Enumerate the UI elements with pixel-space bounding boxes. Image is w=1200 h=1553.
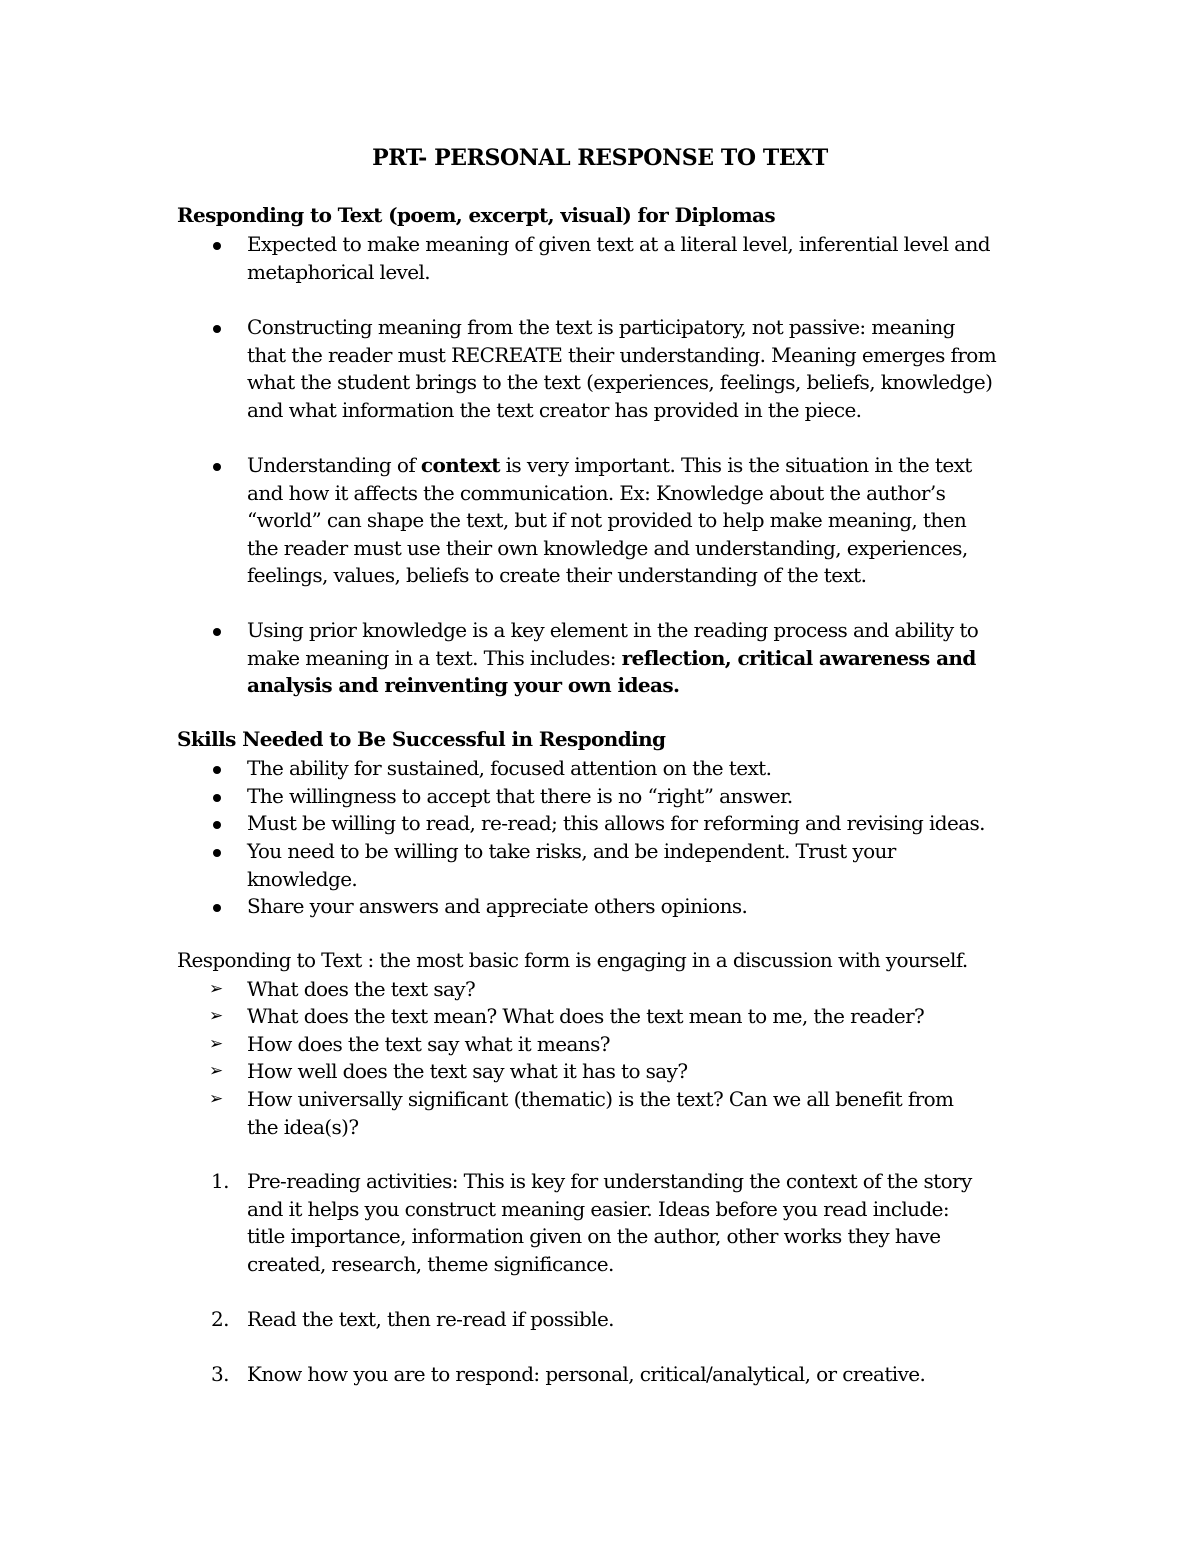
numbered-item: 2. Read the text, then re-read if possible.: [211, 1307, 614, 1331]
page-title: PRT- PERSONAL RESPONSE TO TEXT: [372, 145, 828, 171]
list-item: Using prior knowledge is a key element in the reading process and ability to make meaning in a text. This includes: reflection, critical awareness and analysis and reinventing your own ideas.: [247, 617, 1047, 700]
bullet-icon: [213, 849, 221, 857]
question-item: ➢ How universally significant (thematic) is the text? Can we all benefit from the idea(s)?: [209, 1087, 954, 1139]
question-item: ➢ What does the text say?: [247, 976, 1047, 1004]
arrow-bullet-icon: ➢: [209, 1061, 223, 1081]
bullet-icon: [213, 904, 221, 912]
emphasis-skills-cont: analysis and reinventing your own ideas.: [247, 673, 680, 698]
numbered-item: 1. Pre-reading activities: This is key for understanding the context of the story and it helps you construct meaning easier. Ideas before you read include: title importance, information given on the author, other works they have created, research, theme significance.: [211, 1169, 972, 1276]
numbered-item: 3. Know how you are to respond: personal, critical/analytical, or creative.: [211, 1362, 926, 1386]
bullet-icon: [213, 766, 221, 774]
list-item: The willingness to accept that there is no “right” answer.: [247, 783, 1047, 811]
bullet-icon: [213, 821, 221, 829]
section-heading-responding: Responding to Text (poem, excerpt, visual) for Diplomas: [177, 203, 776, 227]
bullet-icon: [213, 463, 221, 471]
arrow-bullet-icon: ➢: [209, 1089, 223, 1109]
question-item: ➢ How does the text say what it means?: [247, 1031, 1047, 1059]
question-item: ➢ What does the text mean? What does the text mean to me, the reader?: [247, 1003, 1047, 1031]
list-item: Expected to make meaning of given text at a literal level, inferential level and metaphorical level.: [247, 231, 1047, 286]
bullet-icon: [213, 794, 221, 802]
arrow-bullet-icon: ➢: [209, 1034, 223, 1054]
list-item: Constructing meaning from the text is participatory, not passive: meaning that the reader must RECREATE their understanding. Meaning emerges from what the student brings to the text (experiences, feelings, beliefs, knowledge) and what information the text creator has provided in the piece.: [247, 314, 1047, 424]
emphasis-skills: reflection, critical awareness and: [621, 645, 976, 670]
responding-intro: Responding to Text : the most basic form is engaging in a discussion with yourself.: [177, 948, 968, 972]
bullet-icon: [213, 628, 221, 636]
bullet-icon: [213, 242, 221, 250]
emphasis-context: context: [420, 453, 500, 477]
arrow-bullet-icon: ➢: [209, 1006, 223, 1026]
bullet-icon: [213, 325, 221, 333]
arrow-bullet-icon: ➢: [209, 979, 223, 999]
list-item: Understanding of context is very important. This is the situation in the text and how it affects the communication. Ex: Knowledge about the author’s “world” can shape the text, but if not provided to help make meaning, then the reader must use their own knowledge and understanding, experiences, feelings, values, beliefs to create their understanding of the text.: [247, 452, 1047, 590]
question-item: ➢ How well does the text say what it has to say?: [247, 1058, 1047, 1086]
list-item: The ability for sustained, focused attention on the text.: [247, 755, 1047, 783]
list-item: You need to be willing to take risks, and be independent. Trust your knowledge.: [247, 838, 1047, 893]
list-item: Share your answers and appreciate others opinions.: [247, 893, 1047, 921]
list-item: Must be willing to read, re-read; this allows for reforming and revising ideas.: [247, 810, 1047, 838]
section-heading-skills: Skills Needed to Be Successful in Responding: [177, 727, 666, 751]
